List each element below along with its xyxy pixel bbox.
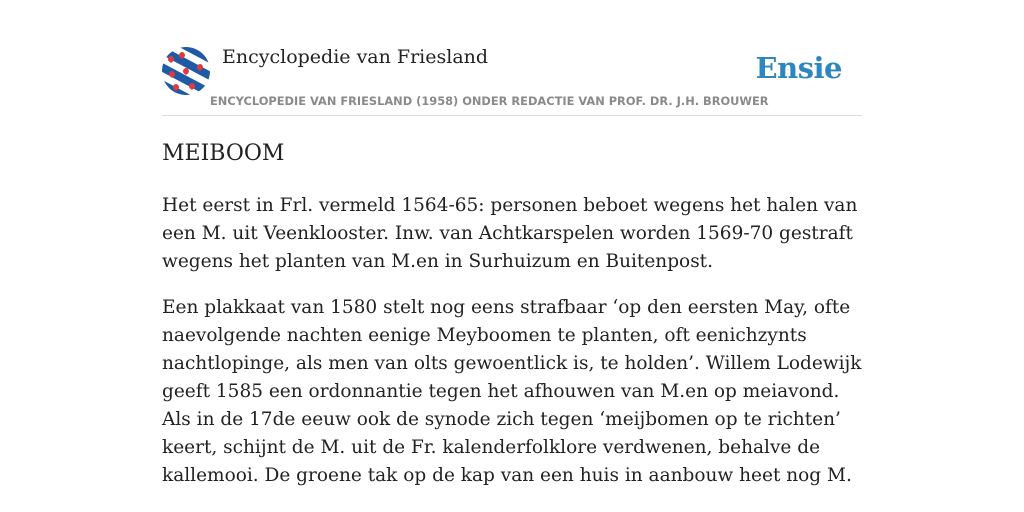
ensie-logo-link[interactable]: Ensie [755, 51, 842, 85]
article-paragraph: Het eerst in Frl. vermeld 1564-65: personen beboet wegens het halen van een M. uit Veenklooster. Inw. van Achtkarspelen worden 1569-70 gestraft wegens het planten van M.en in Surhuizum en Buitenpost. [162, 195, 858, 272]
article-title: MEIBOOM [162, 141, 285, 166]
source-title[interactable]: Encyclopedie van Friesland [222, 46, 489, 68]
source-subtitle: ENCYCLOPEDIE VAN FRIESLAND (1958) ONDER REDACTIE VAN PROF. DR. J.H. BROUWER [210, 94, 769, 108]
site-header [162, 40, 862, 116]
frisian-flag-icon[interactable] [162, 47, 210, 95]
article [162, 138, 862, 490]
article-paragraph: Een plakkaat van 1580 stelt nog eens strafbaar ‘op den eersten May, ofte naevolgende nachten eenige Meyboomen te planten, oft eenichzynts nachtlopinge, als men van olts gewoentlick is, te holden’. Willem Lodewijk geeft 1585 een ordonnantie tegen het afhouwen van M.en op meiavond. Als in de 17de eeuw ook de synode zich tegen ‘meijbomen op te richten’ keert, schijnt de M. uit de Fr. kalenderfolklore verdwenen, behalve de kallemooi. De groene tak op de kap van een huis in aanbouw heet nog M. [162, 297, 862, 486]
